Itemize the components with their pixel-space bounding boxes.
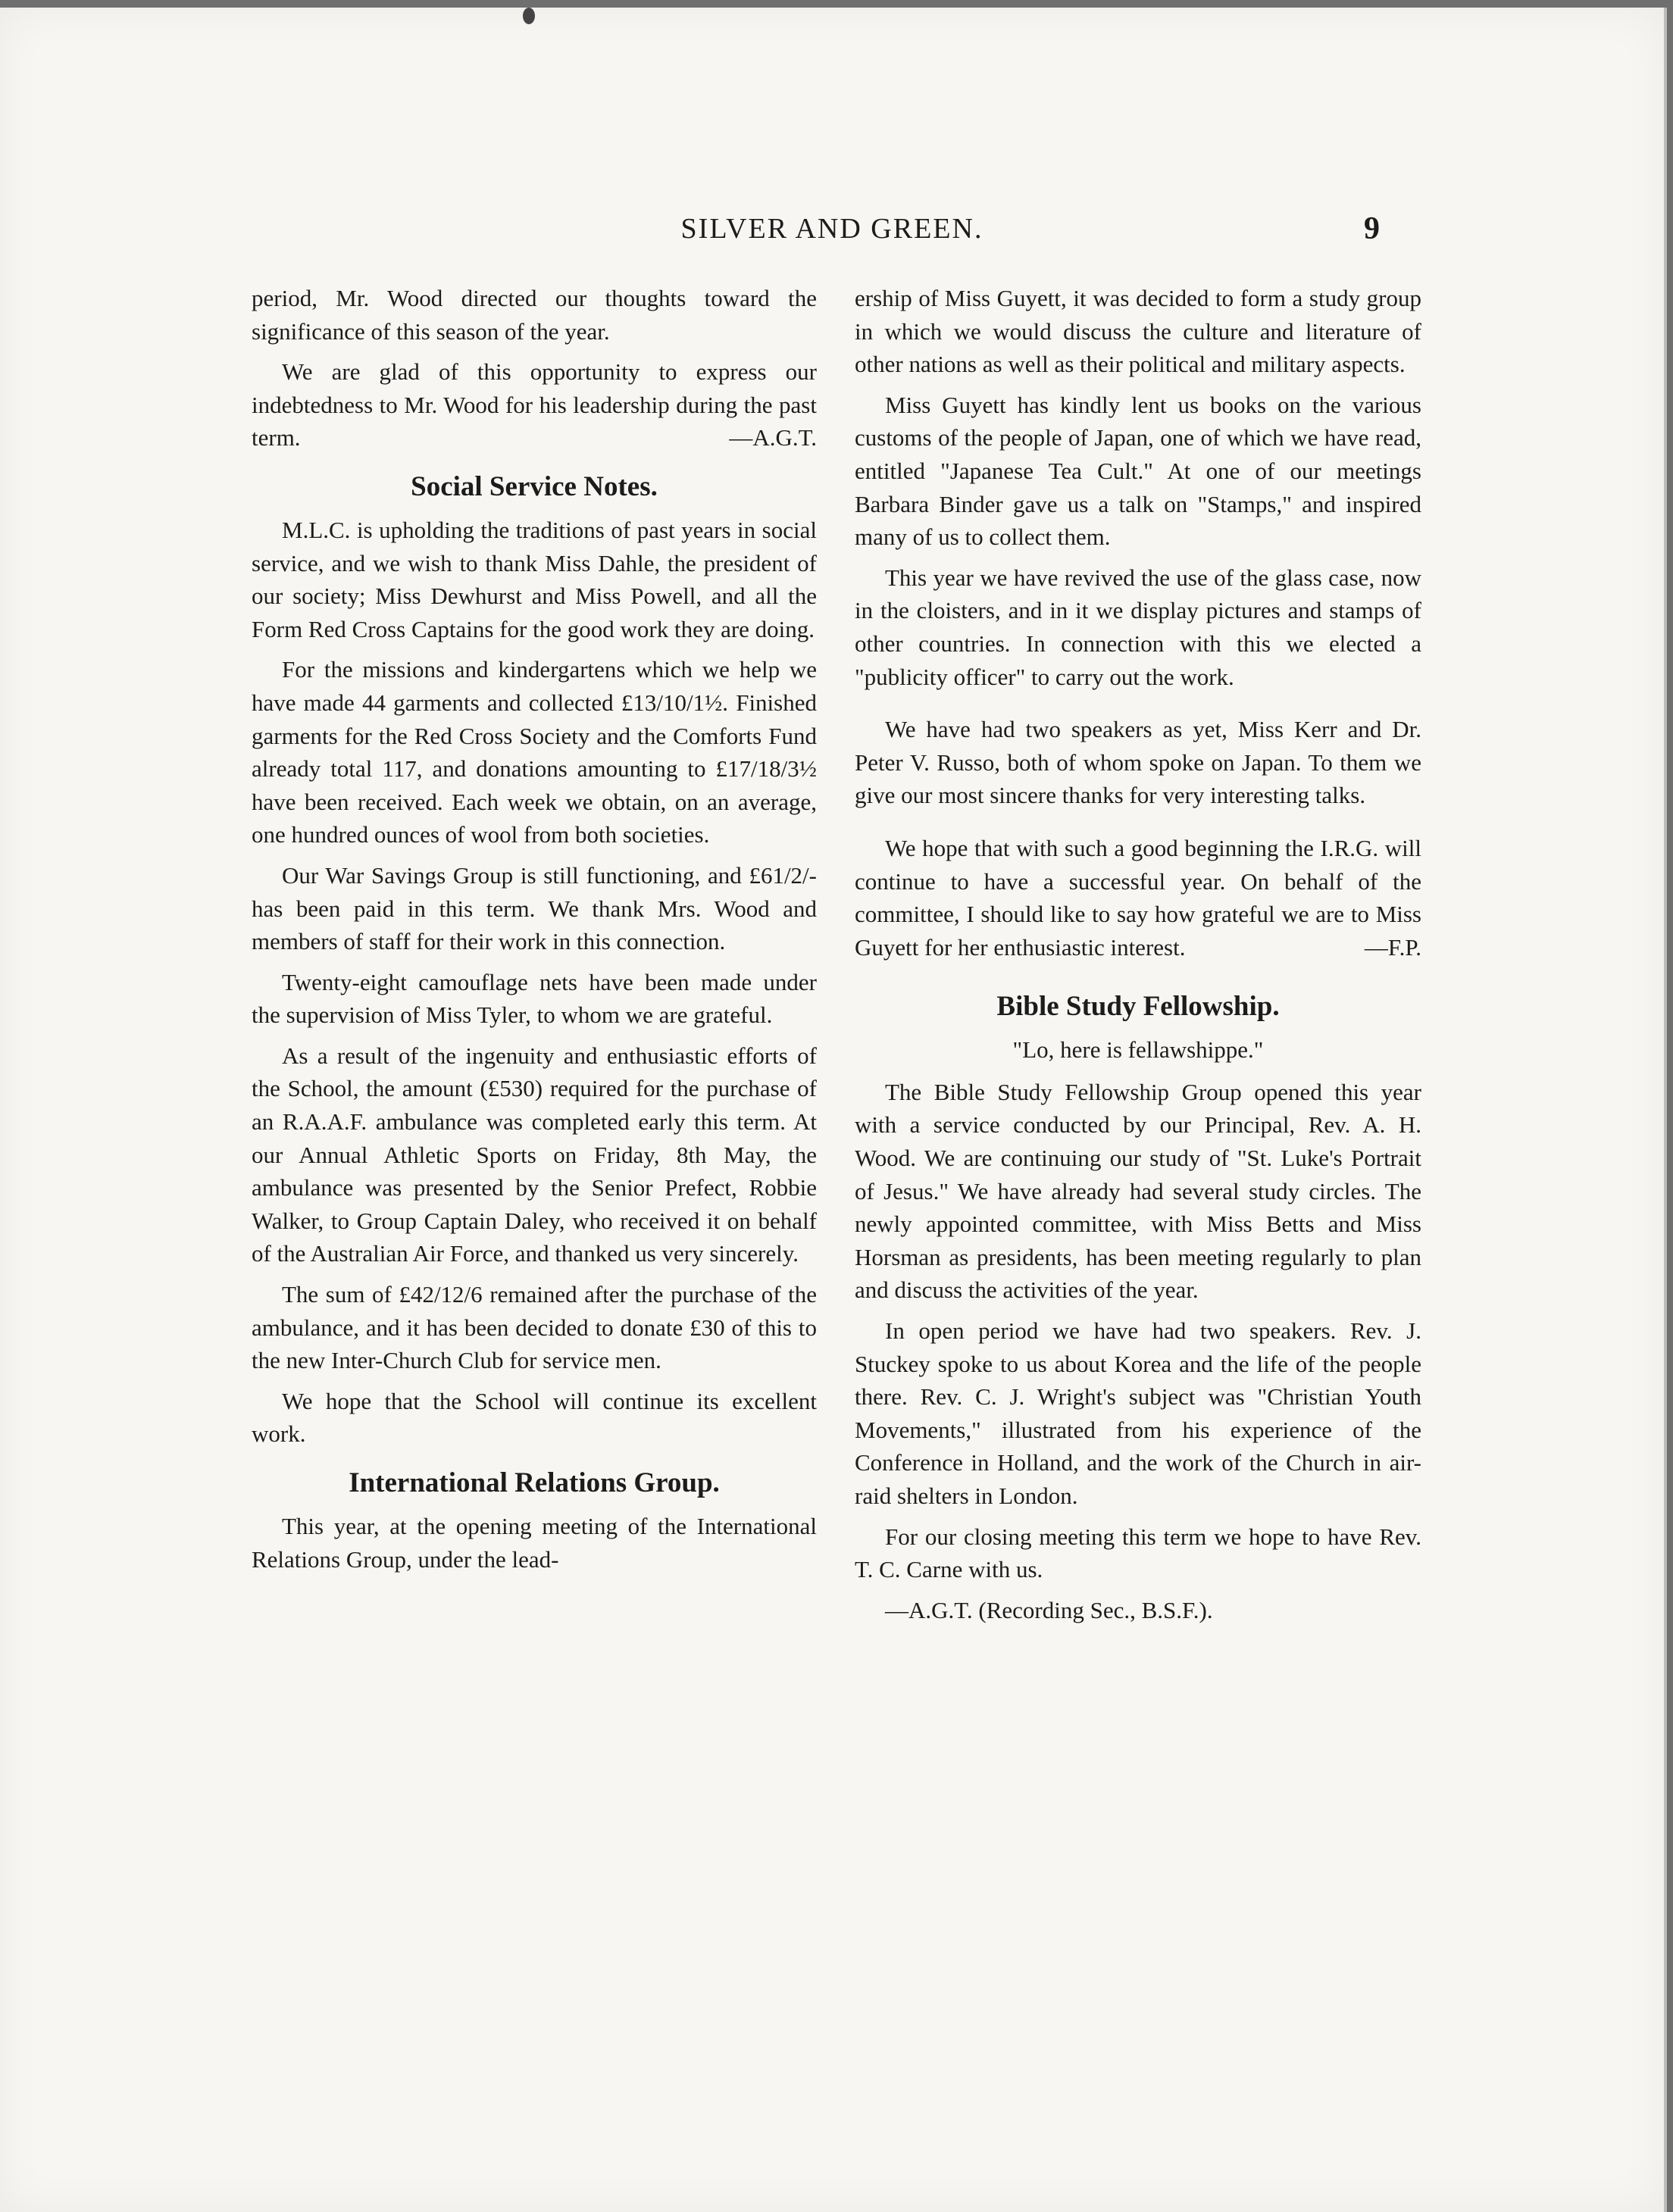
international-relations-paragraph: This year, at the opening meeting of the International Relations Group, under the lead- (252, 1513, 817, 1573)
social-service-paragraph: Twenty-eight camouflage nets have been made under the supervision of Miss Tyler, to whom we are grateful. (252, 968, 817, 1029)
thanks-paragraph (252, 355, 817, 455)
irg-closing-text: We hope that with such a good beginning the I.R.G. will continue to have a successful year. On behalf of the committee, I should like to say how grateful we are to Miss Guyett for her enthusiastic interest. (855, 834, 1421, 961)
bible-study-quote: "Lo, here is fellawshippe." (1012, 1036, 1264, 1064)
irg-paragraph: ership of Miss Guyett, it was decided to form a study group in which we would discuss the culture and literature of other nations as well as their political and military aspects. (855, 285, 1421, 378)
international-relations-heading: International Relations Group. (349, 1467, 720, 1498)
social-service-paragraph: As a result of the ingenuity and enthusiastic efforts of the School, the amount (£530) required for the purchase of an R.A.A.F. ambulance was completed early this term. At our Annual Athletic Sports on Friday, 8th May, the ambulance was presented by the Senior Prefect, Robbie Walker, to Group Captain Daley, who received it on behalf of the Australian Air Force, and thanked us very sincerely. (252, 1042, 817, 1267)
thanks-signature: —A.G.T. (729, 424, 817, 451)
bible-study-heading: Bible Study Fellowship. (996, 991, 1280, 1023)
irg-paragraph: This year we have revived the use of the glass case, now in the cloisters, and in it we display pictures and stamps of other countries. In connection with this we elected a "publicity officer" to carry out the work. (855, 564, 1421, 690)
irg-paragraph: Miss Guyett has kindly lent us books on the various customs of the people of Japan, one of which we have read, entitled "Japanese Tea Cult." At one of our meetings Barbara Binder gave us a talk on "Stamps," and inspired many of us to collect them. (855, 391, 1421, 551)
social-service-paragraph: For the missions and kindergartens which we help we have made 44 garments and collected £13/10/1½. Finished garments for the Red Cross Society and the Comforts Fund already total 117, and donations amounting to £17/18/3½ have been received. Each week we obtain, on an average, one hundred ounces of wool from both societies. (252, 656, 817, 848)
bible-study-paragraph: For our closing meeting this term we hope to have Rev. T. C. Carne with us. (855, 1523, 1421, 1583)
bible-study-signature: —A.G.T. (Recording Sec., B.S.F.). (885, 1596, 1213, 1623)
irg-signature: —F.P. (1364, 933, 1421, 961)
magazine-page (0, 8, 1667, 2212)
left-column (252, 282, 817, 1583)
social-service-paragraph: We hope that the School will continue its excellent work. (252, 1387, 817, 1448)
thanks-text: We are glad of this opportunity to express our indebtedness to Mr. Wood for his leadership during the past term. (252, 358, 817, 451)
bible-study-paragraph: In open period we have had two speakers. Rev. J. Stuckey spoke to us about Korea and the life of the people there. Rev. C. J. Wright's subject was "Christian Youth Movements," illustrated from his experience of the Conference in Holland, and the work of the Church in air-raid shelters in London. (855, 1317, 1421, 1509)
page-header-title: SILVER AND GREEN. (680, 213, 983, 245)
right-column (855, 282, 1421, 1634)
binder-hole (523, 8, 535, 24)
social-service-paragraph: Our War Savings Group is still functioning, and £61/2/- has been paid in this term. We thank Mrs. Wood and members of staff for their work in this connection. (252, 861, 817, 955)
social-service-heading: Social Service Notes. (411, 470, 658, 502)
irg-closing-paragraph (855, 832, 1421, 964)
page-number: 9 (1364, 211, 1380, 246)
social-service-paragraph: The sum of £42/12/6 remained after the purchase of the ambulance, and it has been decided to donate £30 of this to the new Inter-Church Club for service men. (252, 1281, 817, 1374)
continued-paragraph: period, Mr. Wood directed our thoughts toward the significance of this season of the year. (252, 285, 817, 345)
irg-paragraph: We have had two speakers as yet, Miss Kerr and Dr. Peter V. Russo, both of whom spoke on Japan. To them we give our most sincere thanks for very interesting talks. (855, 716, 1421, 809)
bible-study-paragraph: The Bible Study Fellowship Group opened this year with a service conducted by our Principal, Rev. A. H. Wood. We are continuing our study of "St. Luke's Portrait of Jesus." We have already had several study circles. The newly appointed committee, with Miss Betts and Miss Horsman as presidents, has been meeting regularly to plan and discuss the activities of the year. (855, 1078, 1421, 1304)
social-service-paragraph: M.L.C. is upholding the traditions of past years in social service, and we wish to thank Miss Dahle, the president of our society; Miss Dewhurst and Miss Powell, and all the Form Red Cross Captains for the good work they are doing. (252, 516, 817, 642)
